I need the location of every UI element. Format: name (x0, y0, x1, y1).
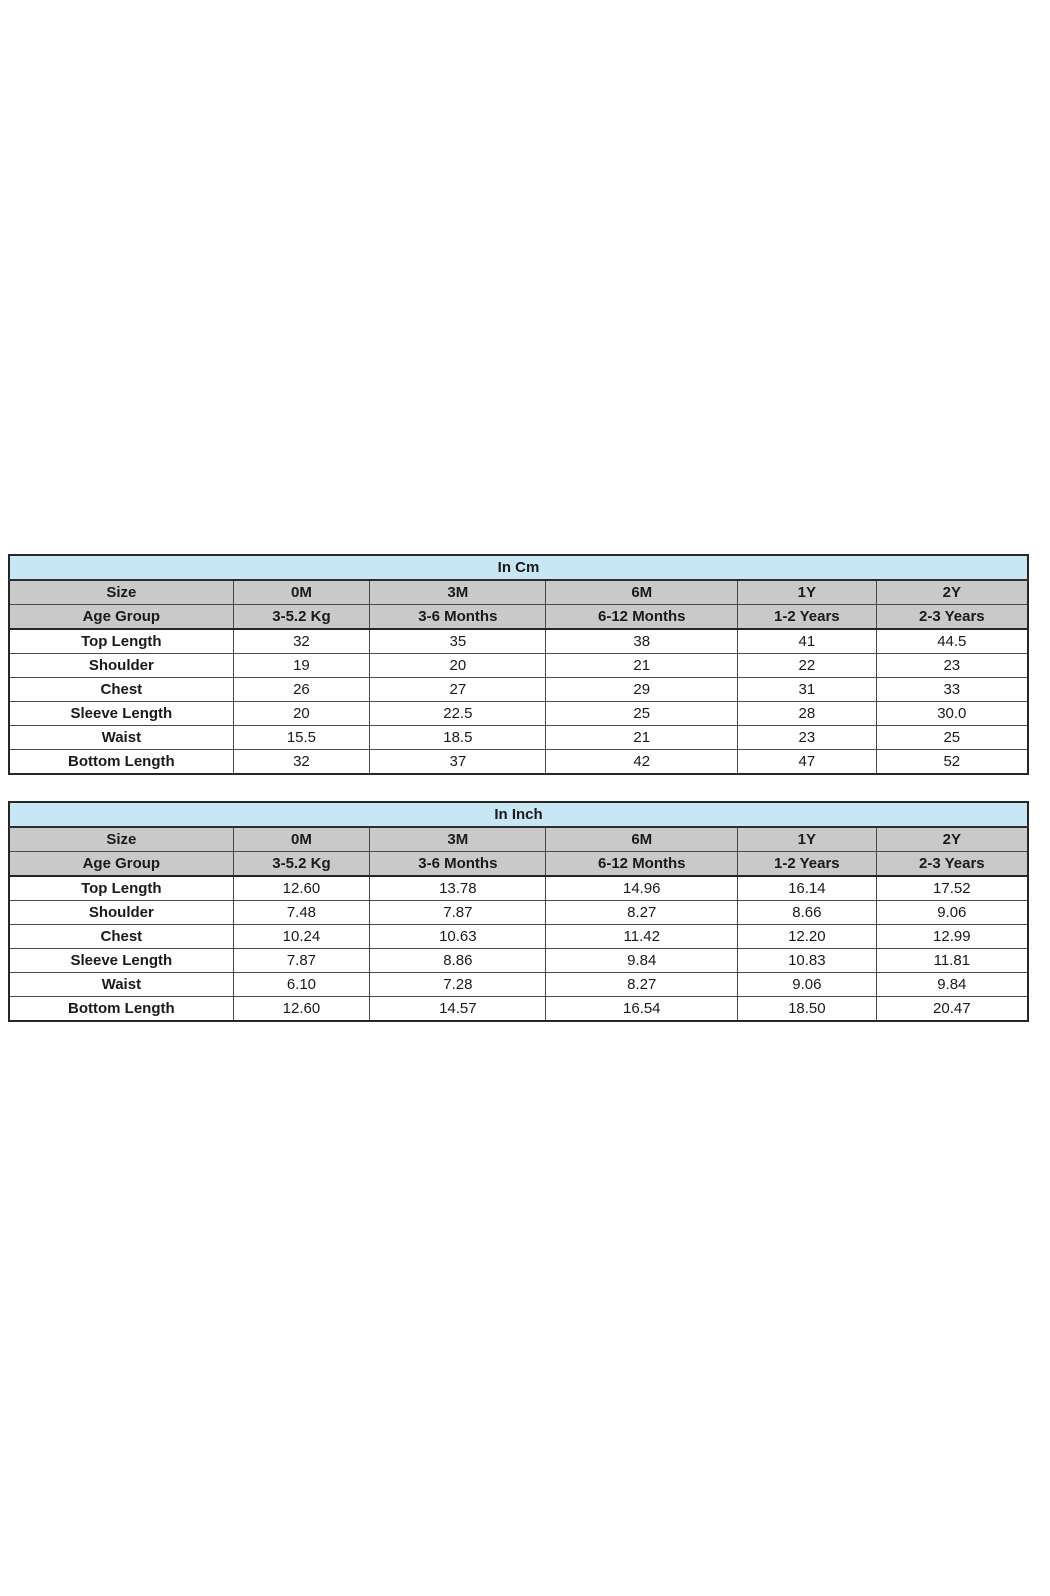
data-cell: 31 (738, 678, 877, 702)
data-cell: 22.5 (370, 702, 546, 726)
age-group-col-header: 3-5.2 Kg (233, 852, 370, 877)
data-cell: 11.42 (546, 925, 738, 949)
data-cell: 18.5 (370, 726, 546, 750)
data-cell: 25 (546, 702, 738, 726)
age-group-row-label: Age Group (9, 605, 233, 630)
age-group-header-row (9, 605, 1028, 630)
data-cell: 7.48 (233, 901, 370, 925)
size-col-header: 1Y (738, 827, 877, 852)
data-cell: 8.66 (738, 901, 877, 925)
data-cell: 19 (233, 654, 370, 678)
size-header-row (9, 580, 1028, 605)
data-cell: 18.50 (738, 997, 877, 1022)
table-title: In Inch (9, 802, 1028, 827)
size-col-header: 1Y (738, 580, 877, 605)
data-cell: 33 (876, 678, 1028, 702)
data-cell: 26 (233, 678, 370, 702)
data-cell: 9.84 (876, 973, 1028, 997)
data-cell: 38 (546, 629, 738, 654)
data-cell: 27 (370, 678, 546, 702)
data-cell: 11.81 (876, 949, 1028, 973)
data-cell: 12.60 (233, 997, 370, 1022)
data-cell: 14.96 (546, 876, 738, 901)
data-cell: 10.63 (370, 925, 546, 949)
age-group-col-header: 6-12 Months (546, 852, 738, 877)
table-title-row (9, 555, 1028, 580)
data-cell: 35 (370, 629, 546, 654)
table-row (9, 949, 1028, 973)
data-cell: 21 (546, 726, 738, 750)
table-row (9, 876, 1028, 901)
size-row-label: Size (9, 827, 233, 852)
size-header-row (9, 827, 1028, 852)
table-row (9, 925, 1028, 949)
row-label: Sleeve Length (9, 702, 233, 726)
data-cell: 12.60 (233, 876, 370, 901)
age-group-col-header: 3-6 Months (370, 605, 546, 630)
row-label: Shoulder (9, 654, 233, 678)
data-cell: 8.86 (370, 949, 546, 973)
data-cell: 25 (876, 726, 1028, 750)
table-row (9, 678, 1028, 702)
size-table-cm (8, 554, 1029, 775)
table-row (9, 973, 1028, 997)
row-label: Bottom Length (9, 750, 233, 775)
row-label: Bottom Length (9, 997, 233, 1022)
age-group-col-header: 3-5.2 Kg (233, 605, 370, 630)
data-cell: 20.47 (876, 997, 1028, 1022)
data-cell: 37 (370, 750, 546, 775)
data-cell: 30.0 (876, 702, 1028, 726)
data-cell: 12.20 (738, 925, 877, 949)
data-cell: 8.27 (546, 973, 738, 997)
table-row (9, 629, 1028, 654)
data-cell: 12.99 (876, 925, 1028, 949)
data-cell: 22 (738, 654, 877, 678)
data-cell: 14.57 (370, 997, 546, 1022)
row-label: Top Length (9, 629, 233, 654)
size-col-header: 6M (546, 580, 738, 605)
table-row (9, 702, 1028, 726)
table-title-row (9, 802, 1028, 827)
row-label: Sleeve Length (9, 949, 233, 973)
row-label: Chest (9, 925, 233, 949)
row-label: Chest (9, 678, 233, 702)
data-cell: 42 (546, 750, 738, 775)
size-col-header: 3M (370, 827, 546, 852)
data-cell: 13.78 (370, 876, 546, 901)
table-title: In Cm (9, 555, 1028, 580)
data-cell: 16.54 (546, 997, 738, 1022)
data-cell: 9.84 (546, 949, 738, 973)
data-cell: 7.28 (370, 973, 546, 997)
size-row-label: Size (9, 580, 233, 605)
row-label: Shoulder (9, 901, 233, 925)
data-cell: 20 (370, 654, 546, 678)
data-cell: 21 (546, 654, 738, 678)
age-group-col-header: 2-3 Years (876, 852, 1028, 877)
data-cell: 9.06 (738, 973, 877, 997)
data-cell: 52 (876, 750, 1028, 775)
data-cell: 32 (233, 750, 370, 775)
table-row (9, 997, 1028, 1022)
data-cell: 32 (233, 629, 370, 654)
data-cell: 10.83 (738, 949, 877, 973)
size-col-header: 2Y (876, 580, 1028, 605)
age-group-row-label: Age Group (9, 852, 233, 877)
data-cell: 15.5 (233, 726, 370, 750)
size-col-header: 2Y (876, 827, 1028, 852)
size-col-header: 3M (370, 580, 546, 605)
age-group-col-header: 6-12 Months (546, 605, 738, 630)
table-row (9, 654, 1028, 678)
age-group-header-row (9, 852, 1028, 877)
row-label: Top Length (9, 876, 233, 901)
data-cell: 17.52 (876, 876, 1028, 901)
data-cell: 7.87 (233, 949, 370, 973)
data-cell: 41 (738, 629, 877, 654)
age-group-col-header: 1-2 Years (738, 605, 877, 630)
data-cell: 8.27 (546, 901, 738, 925)
data-cell: 10.24 (233, 925, 370, 949)
row-label: Waist (9, 726, 233, 750)
data-cell: 44.5 (876, 629, 1028, 654)
data-cell: 16.14 (738, 876, 877, 901)
row-label: Waist (9, 973, 233, 997)
age-group-col-header: 2-3 Years (876, 605, 1028, 630)
size-col-header: 0M (233, 827, 370, 852)
data-cell: 47 (738, 750, 877, 775)
table-row (9, 726, 1028, 750)
data-cell: 23 (738, 726, 877, 750)
data-cell: 20 (233, 702, 370, 726)
size-col-header: 0M (233, 580, 370, 605)
age-group-col-header: 1-2 Years (738, 852, 877, 877)
size-col-header: 6M (546, 827, 738, 852)
data-cell: 28 (738, 702, 877, 726)
age-group-col-header: 3-6 Months (370, 852, 546, 877)
table-row (9, 901, 1028, 925)
data-cell: 23 (876, 654, 1028, 678)
data-cell: 7.87 (370, 901, 546, 925)
data-cell: 9.06 (876, 901, 1028, 925)
size-table-inch (8, 801, 1029, 1022)
data-cell: 29 (546, 678, 738, 702)
table-row (9, 750, 1028, 775)
data-cell: 6.10 (233, 973, 370, 997)
